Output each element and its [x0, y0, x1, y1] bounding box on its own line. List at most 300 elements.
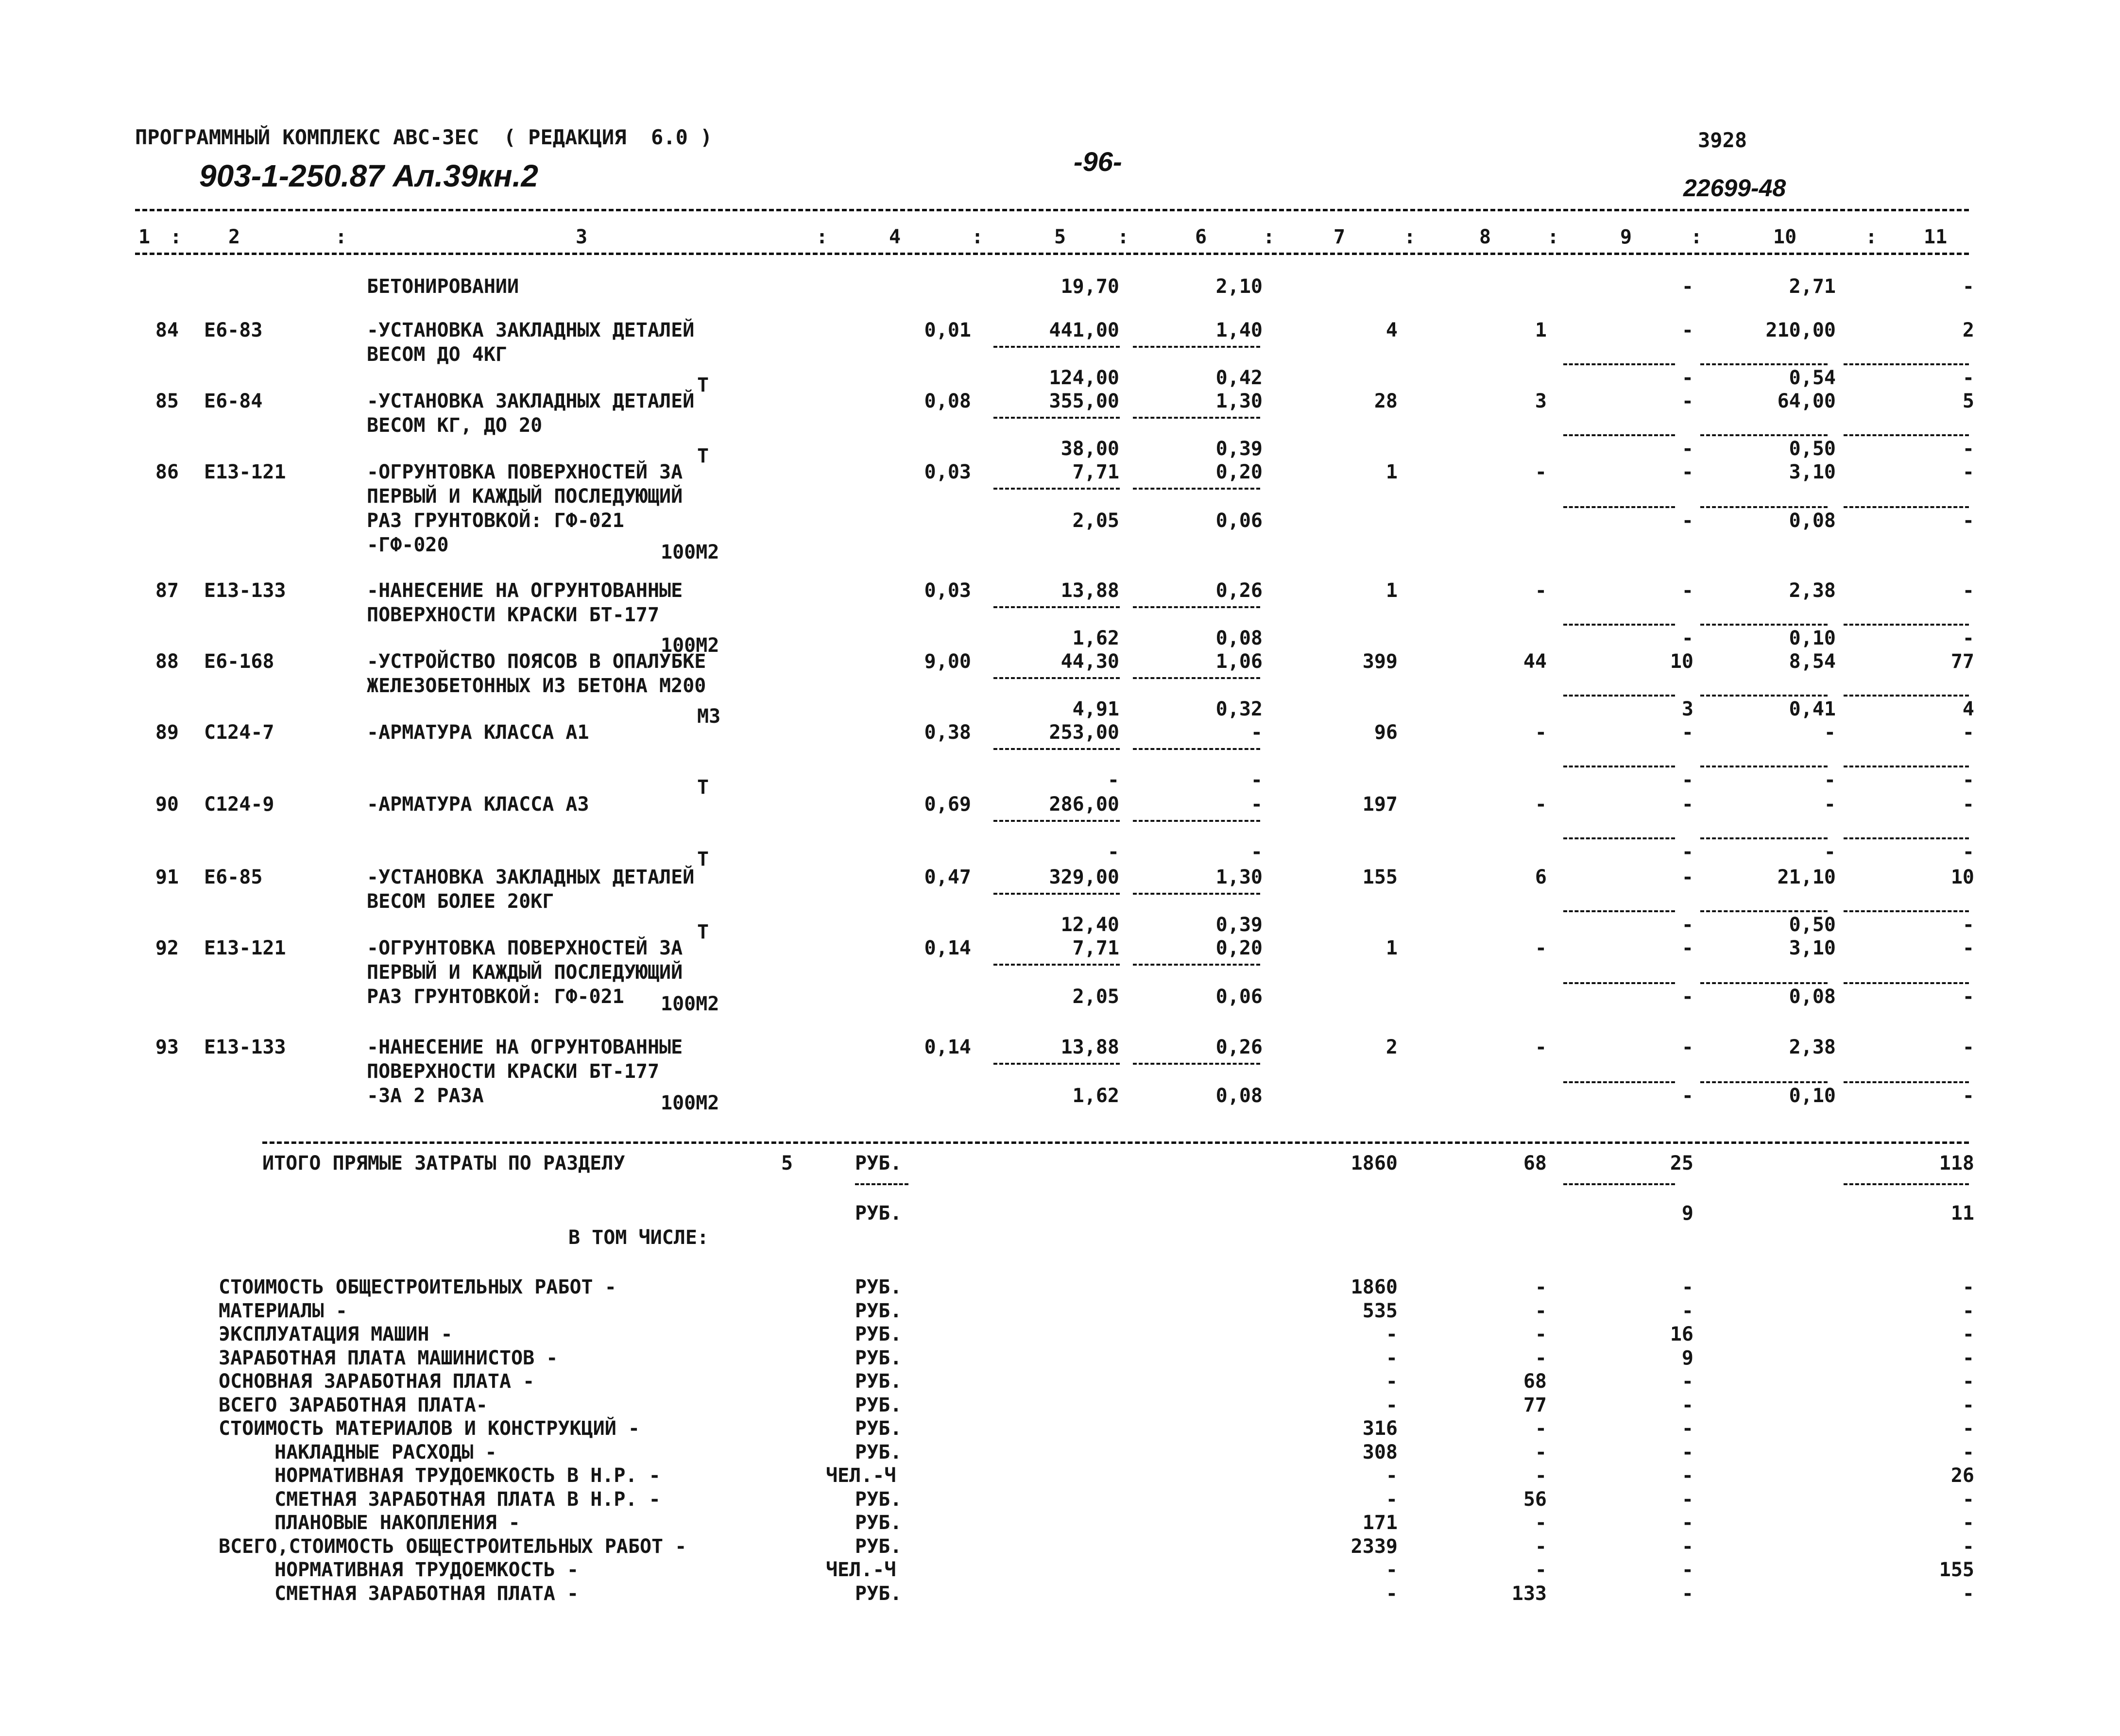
cell-c10: 210,00	[1765, 319, 1836, 341]
cell-c11: 77	[1950, 650, 1974, 673]
column-number: 10	[1773, 226, 1797, 248]
cell-c7: 197	[1362, 793, 1398, 816]
row-code: Е13-133	[204, 1036, 286, 1058]
cell-c8: -	[1535, 579, 1547, 602]
cell-c8: 3	[1535, 390, 1547, 412]
cell-c9-second: -	[1681, 986, 1693, 1008]
summary-unit: ЧЕЛ.-Ч	[826, 1559, 896, 1581]
cell-c6: 0,26	[1215, 579, 1263, 602]
cell-c10: -	[1824, 721, 1836, 744]
totals-col11-rule	[1844, 1183, 1969, 1185]
totals-label: ИТОГО ПРЯМЫЕ ЗАТРАТЫ ПО РАЗДЕЛУ	[262, 1152, 625, 1174]
column-number: 5	[1054, 226, 1066, 248]
cell-rule-c6	[1133, 820, 1260, 822]
row-description: -УСТАНОВКА ЗАКЛАДНЫХ ДЕТАЛЕЙ	[367, 390, 695, 412]
summary-col8: -	[1535, 1323, 1547, 1345]
cell-c9-second: -	[1681, 914, 1693, 936]
header-bottom-rule	[135, 253, 1969, 255]
cell-c5: 13,88	[1060, 1036, 1119, 1058]
totals-unit-2: РУБ.	[855, 1202, 902, 1225]
summary-col7: -	[1385, 1464, 1398, 1487]
summary-col8: -	[1535, 1464, 1547, 1487]
cell-rule-c6	[1133, 748, 1260, 750]
cell-rule-c9	[1563, 506, 1675, 508]
cell-c5: 13,88	[1060, 579, 1119, 602]
row-code: С124-7	[204, 721, 274, 744]
cell-c5-second: 124,00	[1049, 367, 1119, 389]
column-separator: :	[1404, 226, 1416, 248]
program-header: ПРОГРАММНЫЙ КОМПЛЕКС АВС-3ЕС ( РЕДАКЦИЯ 6.0 )	[135, 125, 713, 149]
cell-c5: 441,00	[1049, 319, 1119, 341]
summary-unit: РУБ.	[855, 1276, 902, 1298]
cell-c8: -	[1535, 793, 1547, 816]
cell-rule-c11	[1844, 766, 1969, 767]
summary-label: НОРМАТИВНАЯ ТРУДОЕМКОСТЬ В Н.Р. -	[274, 1464, 661, 1487]
cell-rule-c10	[1700, 624, 1828, 626]
totals-unit-rule	[855, 1183, 908, 1185]
totals-section-number: 5	[781, 1152, 793, 1174]
row-unit: Т	[697, 445, 709, 467]
row-quantity: 0,08	[924, 390, 971, 412]
column-number: 3	[576, 226, 588, 248]
row-description: ЖЕЛЕЗОБЕТОННЫХ ИЗ БЕТОНА М200	[367, 675, 706, 697]
summary-unit: РУБ.	[855, 1535, 902, 1558]
row-code: Е13-121	[204, 937, 286, 959]
cell-c10: -	[1824, 793, 1836, 816]
cell-c9: -	[1681, 793, 1693, 816]
row-code: Е6-168	[204, 650, 274, 673]
totals-unit: РУБ.	[855, 1152, 902, 1174]
column-number: 1	[138, 226, 151, 248]
cell-c9: -	[1681, 579, 1693, 602]
cell-c11: -	[1962, 461, 1974, 483]
cell-c11: 5	[1962, 390, 1974, 412]
cell-c11-second: -	[1962, 914, 1974, 936]
cell-c10-second: -	[1824, 841, 1836, 863]
cell-c5-second: 38,00	[1060, 438, 1119, 460]
row-quantity: 0,03	[924, 461, 971, 483]
cell-c9: 10	[1670, 650, 1693, 673]
column-separator: :	[335, 226, 347, 248]
column-number: 2	[228, 226, 240, 248]
summary-col7: -	[1385, 1346, 1398, 1369]
cell-c8: 44	[1523, 650, 1547, 673]
cell-c5: 286,00	[1049, 793, 1119, 816]
cell-rule-c11	[1844, 624, 1969, 626]
row-unit: 100М2	[661, 541, 719, 563]
cell-c10-second: -	[1824, 769, 1836, 791]
row-quantity: 9,00	[924, 650, 971, 673]
cell-rule-c11	[1844, 837, 1969, 839]
summary-col7: -	[1385, 1488, 1398, 1511]
cell-c6: 2,10	[1215, 275, 1263, 298]
handwritten-number: 22699-48	[1683, 174, 1786, 202]
cell-rule-c5	[993, 677, 1120, 679]
row-unit: Т	[697, 374, 709, 396]
row-description: ПЕРВЫЙ И КАЖДЫЙ ПОСЛЕДУЮЩИЙ	[367, 961, 683, 984]
cell-c10-second: 0,08	[1789, 510, 1836, 532]
row-description: -АРМАТУРА КЛАССА А3	[367, 793, 589, 816]
row-description: -УСТАНОВКА ЗАКЛАДНЫХ ДЕТАЛЕЙ	[367, 319, 695, 341]
summary-label: ЗАРАБОТНАЯ ПЛАТА МАШИНИСТОВ -	[219, 1346, 558, 1369]
cell-c6: 1,30	[1215, 866, 1263, 888]
summary-col8: 68	[1523, 1370, 1547, 1393]
cell-rule-c5	[993, 893, 1120, 895]
row-description: -ГФ-020	[367, 534, 449, 556]
cell-c11-second: -	[1962, 841, 1974, 863]
row-quantity: 0,03	[924, 579, 971, 602]
row-quantity: 0,38	[924, 721, 971, 744]
cell-c5-second: 1,62	[1072, 1085, 1119, 1107]
summary-col8: 77	[1523, 1394, 1547, 1416]
cell-rule-c10	[1700, 363, 1828, 365]
cell-c5: 253,00	[1049, 721, 1119, 744]
cell-rule-c10	[1700, 695, 1828, 697]
column-number: 4	[889, 226, 901, 248]
summary-label: НОРМАТИВНАЯ ТРУДОЕМКОСТЬ -	[274, 1559, 579, 1581]
row-quantity: 0,47	[924, 866, 971, 888]
column-number: 8	[1479, 226, 1491, 248]
cell-c5-second: 2,05	[1072, 510, 1119, 532]
cell-rule-c9	[1563, 982, 1675, 984]
summary-unit: РУБ.	[855, 1323, 902, 1345]
summary-col8: -	[1535, 1512, 1547, 1534]
cell-rule-c10	[1700, 506, 1828, 508]
cell-c10: 21,10	[1777, 866, 1836, 888]
cell-rule-c10	[1700, 982, 1828, 984]
row-number: 87	[155, 579, 179, 602]
column-separator: :	[1547, 226, 1559, 248]
row-code: Е6-85	[204, 866, 263, 888]
cell-c9: -	[1681, 721, 1693, 744]
cell-rule-c10	[1700, 910, 1828, 912]
cell-rule-c5	[993, 820, 1120, 822]
summary-col8: -	[1535, 1535, 1547, 1558]
column-separator: :	[1865, 226, 1878, 248]
cell-c6-second: 0,06	[1215, 510, 1263, 532]
totals-col7: 1860	[1351, 1152, 1398, 1174]
cell-c7: 28	[1374, 390, 1398, 412]
summary-col11: -	[1962, 1346, 1974, 1369]
cell-c6: 0,20	[1215, 937, 1263, 959]
summary-unit: РУБ.	[855, 1370, 902, 1393]
row-quantity: 0,14	[924, 937, 971, 959]
cell-c8: 1	[1535, 319, 1547, 341]
cell-c7: 2	[1385, 1036, 1398, 1058]
cell-c9: -	[1681, 390, 1693, 412]
cell-c6: 1,06	[1215, 650, 1263, 673]
cell-c7: 1	[1385, 937, 1398, 959]
cell-rule-c11	[1844, 363, 1969, 365]
cell-c5-second: 1,62	[1072, 627, 1119, 649]
summary-col11: 155	[1939, 1559, 1974, 1581]
cell-rule-c9	[1563, 1081, 1675, 1083]
cell-c7: 155	[1362, 866, 1398, 888]
cell-c8: -	[1535, 461, 1547, 483]
cell-c11-second: 4	[1962, 698, 1974, 720]
row-description: -УСТАНОВКА ЗАКЛАДНЫХ ДЕТАЛЕЙ	[367, 866, 695, 888]
cell-c10-second: 0,08	[1789, 986, 1836, 1008]
summary-col8: -	[1535, 1559, 1547, 1581]
cell-c10-second: 0,54	[1789, 367, 1836, 389]
totals-col11: 118	[1939, 1152, 1974, 1174]
row-code: Е6-83	[204, 319, 263, 341]
cell-c9-second: -	[1681, 1085, 1693, 1107]
cell-c10: 64,00	[1777, 390, 1836, 412]
cell-c6-second: -	[1250, 841, 1263, 863]
cell-c5: 7,71	[1072, 937, 1119, 959]
cell-c9: -	[1681, 319, 1693, 341]
cell-c10-second: 0,10	[1789, 1085, 1836, 1107]
cell-c10: 8,54	[1789, 650, 1836, 673]
row-code: Е13-121	[204, 461, 286, 483]
totals-col9: 25	[1670, 1152, 1693, 1174]
row-number: 90	[155, 793, 179, 816]
cell-rule-c11	[1844, 1081, 1969, 1083]
cell-c11: -	[1962, 721, 1974, 744]
cell-rule-c6	[1133, 677, 1260, 679]
row-description: РАЗ ГРУНТОВКОЙ: ГФ-021	[367, 510, 624, 532]
cell-c6-second: 0,39	[1215, 914, 1263, 936]
row-code: Е13-133	[204, 579, 286, 602]
row-number: 84	[155, 319, 179, 341]
column-separator: :	[1117, 226, 1129, 248]
summary-label: ОСНОВНАЯ ЗАРАБОТНАЯ ПЛАТА -	[219, 1370, 535, 1393]
cell-c5: 19,70	[1060, 275, 1119, 298]
cell-rule-c6	[1133, 1063, 1260, 1065]
cell-c11-second: -	[1962, 438, 1974, 460]
summary-unit: ЧЕЛ.-Ч	[826, 1464, 896, 1487]
summary-col9: -	[1681, 1559, 1693, 1581]
summary-col9: -	[1681, 1417, 1693, 1440]
cell-c5-second: 4,91	[1072, 698, 1119, 720]
cell-rule-c5	[993, 964, 1120, 966]
cell-c9: -	[1681, 937, 1693, 959]
summary-col9: 16	[1670, 1323, 1693, 1345]
summary-col11: 26	[1950, 1464, 1974, 1487]
cell-rule-c5	[993, 748, 1120, 750]
document-number: 3928	[1698, 128, 1747, 152]
cell-c8: -	[1535, 1036, 1547, 1058]
cell-c11: -	[1962, 579, 1974, 602]
cell-c9: -	[1681, 461, 1693, 483]
row-number: 89	[155, 721, 179, 744]
cell-c6: 1,40	[1215, 319, 1263, 341]
row-quantity: 0,01	[924, 319, 971, 341]
row-description: ВЕСОМ КГ, ДО 20	[367, 414, 543, 437]
summary-col7: 171	[1362, 1512, 1398, 1534]
cell-c5-second: -	[1107, 769, 1119, 791]
summary-col8: -	[1535, 1417, 1547, 1440]
summary-col9: -	[1681, 1276, 1693, 1298]
cell-rule-c11	[1844, 982, 1969, 984]
row-description: ВЕСОМ ДО 4КГ	[367, 343, 507, 366]
row-unit: Т	[697, 776, 709, 799]
handwritten-doc-code: 903-1-250.87 Ал.39кн.2	[199, 158, 538, 193]
cell-rule-c9	[1563, 363, 1675, 365]
cell-c7: 1	[1385, 461, 1398, 483]
summary-unit: РУБ.	[855, 1441, 902, 1464]
cell-c6: -	[1250, 721, 1263, 744]
cell-c11: -	[1962, 937, 1974, 959]
summary-col11: -	[1962, 1512, 1974, 1534]
column-separator: :	[816, 226, 828, 248]
row-description: ПОВЕРХНОСТИ КРАСКИ БТ-177	[367, 604, 660, 626]
cell-c6: 0,20	[1215, 461, 1263, 483]
summary-label: ПЛАНОВЫЕ НАКОПЛЕНИЯ -	[274, 1512, 520, 1534]
cell-c11-second: -	[1962, 367, 1974, 389]
row-number: 91	[155, 866, 179, 888]
cell-rule-c5	[993, 1063, 1120, 1065]
summary-col7: -	[1385, 1559, 1398, 1581]
row-description: БЕТОНИРОВАНИИ	[367, 275, 519, 298]
row-code: Е6-84	[204, 390, 263, 412]
totals-col11-b: 11	[1950, 1202, 1974, 1225]
summary-unit: РУБ.	[855, 1488, 902, 1511]
cell-rule-c10	[1700, 434, 1828, 436]
cell-c6-second: 0,42	[1215, 367, 1263, 389]
cell-c9: -	[1681, 275, 1693, 298]
column-separator: :	[170, 226, 182, 248]
column-number: 11	[1924, 226, 1948, 248]
cell-c11: 10	[1950, 866, 1974, 888]
row-description: -НАНЕСЕНИЕ НА ОГРУНТОВАННЫЕ	[367, 1036, 683, 1058]
cell-c11: -	[1962, 793, 1974, 816]
summary-col11: -	[1962, 1276, 1974, 1298]
cell-c7: 96	[1374, 721, 1398, 744]
cell-c6-second: 0,08	[1215, 1085, 1263, 1107]
cell-rule-c11	[1844, 910, 1969, 912]
cell-c11: 2	[1962, 319, 1974, 341]
row-code: С124-9	[204, 793, 274, 816]
summary-col8: -	[1535, 1441, 1547, 1464]
column-separator: :	[1691, 226, 1703, 248]
summary-col7: 535	[1362, 1299, 1398, 1322]
page-number: -96-	[1074, 146, 1122, 177]
cell-rule-c6	[1133, 417, 1260, 419]
cell-rule-c11	[1844, 434, 1969, 436]
summary-col7: -	[1385, 1323, 1398, 1345]
summary-col8: -	[1535, 1276, 1547, 1298]
cell-c10: 2,38	[1789, 579, 1836, 602]
row-description: -ОГРУНТОВКА ПОВЕРХНОСТЕЙ ЗА	[367, 461, 683, 483]
summary-col7: -	[1385, 1582, 1398, 1605]
summary-col9: -	[1681, 1582, 1693, 1605]
summary-col9: -	[1681, 1512, 1693, 1534]
cell-c6: -	[1250, 793, 1263, 816]
cell-c5-second: -	[1107, 841, 1119, 863]
totals-col8: 68	[1523, 1152, 1547, 1174]
cell-c11-second: -	[1962, 769, 1974, 791]
row-number: 88	[155, 650, 179, 673]
cell-rule-c9	[1563, 837, 1675, 839]
cell-c5: 355,00	[1049, 390, 1119, 412]
row-unit: М3	[697, 705, 721, 728]
summary-col8: -	[1535, 1346, 1547, 1369]
cell-c5-second: 2,05	[1072, 986, 1119, 1008]
summary-unit: РУБ.	[855, 1512, 902, 1534]
cell-rule-c5	[993, 417, 1120, 419]
row-description: -УСТРОЙСТВО ПОЯСОВ В ОПАЛУБКЕ	[367, 650, 706, 673]
cell-rule-c9	[1563, 624, 1675, 626]
totals-top-rule	[262, 1141, 1969, 1144]
summary-label: НАКЛАДНЫЕ РАСХОДЫ -	[274, 1441, 497, 1464]
summary-col8: 56	[1523, 1488, 1547, 1511]
summary-label: СМЕТНАЯ ЗАРАБОТНАЯ ПЛАТА В Н.Р. -	[274, 1488, 661, 1511]
summary-col11: -	[1962, 1370, 1974, 1393]
row-unit: Т	[697, 848, 709, 870]
summary-label: ВСЕГО,СТОИМОСТЬ ОБЩЕСТРОИТЕЛЬНЫХ РАБОТ -	[219, 1535, 687, 1558]
cell-c7: 1	[1385, 579, 1398, 602]
summary-col7: 2339	[1351, 1535, 1398, 1558]
row-unit: 100М2	[661, 634, 719, 657]
cell-c11-second: -	[1962, 986, 1974, 1008]
row-unit: 100М2	[661, 993, 719, 1015]
cell-c7: 4	[1385, 319, 1398, 341]
cell-c8: 6	[1535, 866, 1547, 888]
summary-unit: РУБ.	[855, 1299, 902, 1322]
summary-col11: -	[1962, 1394, 1974, 1416]
cell-rule-c9	[1563, 766, 1675, 767]
summary-col7: 1860	[1351, 1276, 1398, 1298]
cell-c8: -	[1535, 721, 1547, 744]
cell-c6-second: -	[1250, 769, 1263, 791]
summary-col8: -	[1535, 1299, 1547, 1322]
row-description: -НАНЕСЕНИЕ НА ОГРУНТОВАННЫЕ	[367, 579, 683, 602]
cell-rule-c9	[1563, 434, 1675, 436]
summary-col7: 316	[1362, 1417, 1398, 1440]
cell-c10: 3,10	[1789, 461, 1836, 483]
column-number: 6	[1195, 226, 1207, 248]
cell-rule-c6	[1133, 964, 1260, 966]
cell-c9-second: 3	[1681, 698, 1693, 720]
summary-col11: -	[1962, 1582, 1974, 1605]
cell-rule-c6	[1133, 346, 1260, 348]
summary-col11: -	[1962, 1488, 1974, 1511]
summary-col11: -	[1962, 1323, 1974, 1345]
summary-col9: -	[1681, 1441, 1693, 1464]
cell-c9-second: -	[1681, 367, 1693, 389]
row-description: ВЕСОМ БОЛЕЕ 20КГ	[367, 890, 554, 913]
row-quantity: 0,69	[924, 793, 971, 816]
row-number: 92	[155, 937, 179, 959]
cell-c6-second: 0,06	[1215, 986, 1263, 1008]
cell-rule-c10	[1700, 837, 1828, 839]
summary-col7: 308	[1362, 1441, 1398, 1464]
cell-c11: -	[1962, 275, 1974, 298]
summary-col9: -	[1681, 1464, 1693, 1487]
cell-rule-c10	[1700, 766, 1828, 767]
cell-c5-second: 12,40	[1060, 914, 1119, 936]
row-description: -ЗА 2 РАЗА	[367, 1085, 484, 1107]
summary-col11: -	[1962, 1417, 1974, 1440]
cell-c11-second: -	[1962, 627, 1974, 649]
row-description: РАЗ ГРУНТОВКОЙ: ГФ-021	[367, 986, 624, 1008]
summary-label: СТОИМОСТЬ ОБЩЕСТРОИТЕЛЬНЫХ РАБОТ -	[219, 1276, 616, 1298]
cell-c11-second: -	[1962, 1085, 1974, 1107]
cell-rule-c10	[1700, 1081, 1828, 1083]
summary-label: СТОИМОСТЬ МАТЕРИАЛОВ И КОНСТРУКЦИЙ -	[219, 1417, 640, 1440]
cell-rule-c11	[1844, 506, 1969, 508]
header-top-rule	[135, 209, 1969, 211]
summary-col7: -	[1385, 1394, 1398, 1416]
totals-col9-b: 9	[1681, 1202, 1693, 1225]
row-description: ПЕРВЫЙ И КАЖДЫЙ ПОСЛЕДУЮЩИЙ	[367, 485, 683, 508]
cell-rule-c5	[993, 488, 1120, 490]
summary-col9: -	[1681, 1394, 1693, 1416]
cell-c9: -	[1681, 1036, 1693, 1058]
summary-label: МАТЕРИАЛЫ -	[219, 1299, 347, 1322]
